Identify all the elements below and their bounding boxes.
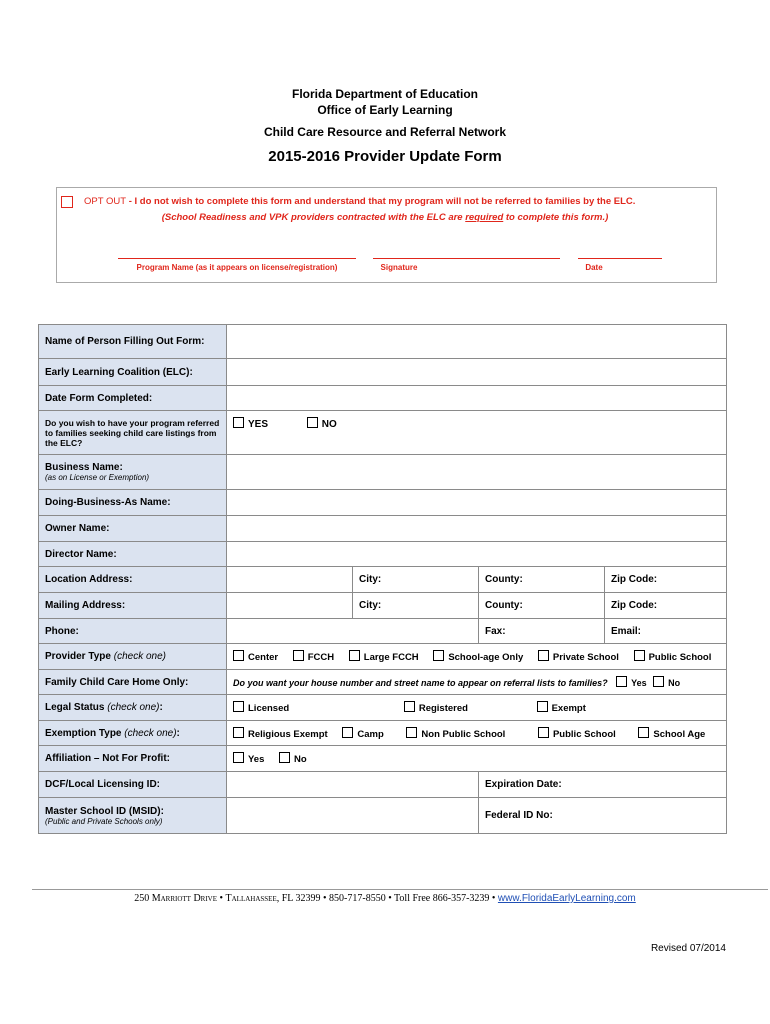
- legal-status-check-one: (check one): [107, 702, 160, 713]
- exempt-public-school-label: Public School: [552, 728, 616, 740]
- label-phone: Phone:: [39, 619, 227, 644]
- wish-referred-yes-label: YES: [248, 419, 269, 430]
- label-provider-type: [39, 644, 227, 670]
- label-legal-status: Legal Status (check one):: [39, 695, 227, 721]
- religious-exempt-label: Religious Exempt: [248, 728, 328, 740]
- legal-status-options: [227, 695, 727, 721]
- provider-type-text: Provider Type: [45, 651, 111, 662]
- mailing-zip-label: Zip Code:: [611, 600, 658, 611]
- federal-id-label: Federal ID No:: [485, 810, 553, 821]
- fax-field[interactable]: [479, 619, 605, 644]
- footer-website-link[interactable]: www.FloridaEarlyLearning.com: [497, 893, 636, 904]
- exemption-school-age[interactable]: [638, 727, 705, 740]
- opt-out-note-pre: (School Readiness and VPK providers contracted with the ELC are: [161, 212, 466, 223]
- exemption-type-check-one: (check one): [124, 727, 177, 739]
- affiliation-yes-checkbox[interactable]: [233, 752, 244, 763]
- provider-type-public-school[interactable]: [634, 650, 712, 663]
- label-msid: [39, 798, 227, 834]
- program-name-label: Program Name (as it appears on license/registration): [136, 263, 338, 272]
- name-person-field[interactable]: [227, 325, 727, 359]
- affiliation-yes-label: Yes: [248, 754, 265, 765]
- footer-address-rest: , FL 32399 • 850-717-8550 • Toll Free 866-357-3239 •: [276, 893, 498, 904]
- label-director: Director Name:: [39, 542, 227, 567]
- camp-label: Camp: [357, 728, 384, 740]
- footer-address-number: 250: [134, 893, 152, 904]
- school-age-label: School Age: [653, 728, 706, 740]
- fcch-label: FCCH: [307, 652, 335, 663]
- exemption-religious[interactable]: [233, 727, 328, 740]
- legal-registered[interactable]: [404, 701, 468, 714]
- provider-type-check-one: (check one): [113, 651, 166, 662]
- fax-label: Fax:: [485, 625, 506, 637]
- private-school-label: Private School: [552, 652, 619, 663]
- location-city-field[interactable]: [353, 567, 479, 593]
- footer-divider: [32, 889, 768, 890]
- date-line[interactable]: [578, 258, 662, 259]
- opt-out-checkbox[interactable]: [61, 196, 73, 208]
- location-county-field[interactable]: [479, 567, 605, 593]
- mailing-county-field[interactable]: [479, 593, 605, 619]
- label-affiliation: Affiliation – Not For Profit:: [39, 746, 227, 772]
- exemption-camp[interactable]: [342, 727, 383, 740]
- religious-exempt-checkbox[interactable]: [233, 727, 244, 738]
- fcch-no-checkbox[interactable]: [653, 676, 664, 687]
- exempt-checkbox[interactable]: [537, 701, 548, 712]
- label-date-completed: Date Form Completed:: [39, 386, 227, 411]
- wish-referred-yes-checkbox[interactable]: [233, 417, 244, 428]
- registered-checkbox[interactable]: [404, 701, 415, 712]
- licensed-label: Licensed: [248, 703, 290, 714]
- provider-type-fcch[interactable]: [293, 650, 334, 663]
- large-fcch-checkbox[interactable]: [349, 650, 360, 661]
- fcch-no-label: No: [668, 678, 681, 688]
- opt-out-note-post: to complete this form.): [503, 212, 609, 223]
- program-name-line[interactable]: [118, 258, 356, 259]
- location-zip-label: Zip Code:: [611, 574, 658, 585]
- business-name-text: Business Name:: [45, 462, 123, 473]
- provider-form-table: [38, 324, 727, 834]
- director-field[interactable]: [227, 542, 727, 567]
- opt-out-note-required: required: [465, 212, 504, 223]
- large-fcch-label: Large FCCH: [363, 652, 419, 663]
- location-zip-field[interactable]: [605, 567, 727, 593]
- dba-field[interactable]: [227, 490, 727, 516]
- wish-referred-yes[interactable]: [233, 417, 268, 430]
- expiration-label: Expiration Date:: [485, 779, 562, 790]
- opt-out-lead: OPT OUT: [84, 196, 127, 207]
- owner-field[interactable]: [227, 516, 727, 542]
- fcch-no[interactable]: [653, 676, 680, 688]
- header-office: Office of Early Learning: [317, 103, 453, 117]
- fcch-question: Do you want your house number and street name to appear on referral lists to families?: [233, 678, 608, 688]
- school-age-only-label: School-age Only: [448, 652, 524, 663]
- business-name-note: (as on License or Exemption): [45, 473, 150, 482]
- exempt-label: Exempt: [551, 703, 586, 714]
- affiliation-no-label: No: [294, 754, 307, 765]
- dcf-field[interactable]: [227, 772, 479, 798]
- exemption-non-public-school[interactable]: [406, 727, 505, 740]
- exemption-public-school[interactable]: [538, 727, 616, 740]
- label-dba: Doing-Business-As Name:: [39, 490, 227, 516]
- label-elc: Early Learning Coalition (ELC):: [39, 359, 227, 386]
- opt-out-note: [0, 212, 770, 223]
- footer-address-street: Marriott Drive: [151, 893, 217, 904]
- exemption-type-text: Exemption Type: [45, 727, 122, 739]
- legal-exempt[interactable]: [537, 701, 586, 714]
- camp-checkbox[interactable]: [342, 727, 353, 738]
- footer-address-city: Tallahassee: [225, 893, 277, 904]
- wish-referred-options: [227, 411, 727, 455]
- fcch-yes-label: Yes: [631, 678, 647, 688]
- msid-field[interactable]: [227, 798, 479, 834]
- label-dcf: DCF/Local Licensing ID:: [39, 772, 227, 798]
- licensed-checkbox[interactable]: [233, 701, 244, 712]
- provider-type-large-fcch[interactable]: [349, 650, 419, 663]
- provider-type-school-age-only[interactable]: [433, 650, 523, 663]
- label-wish-referred: Do you wish to have your program referred to families seeking child care listings from the ELC?: [39, 411, 227, 455]
- public-school-label: Public School: [648, 652, 712, 663]
- wish-referred-no[interactable]: [307, 417, 337, 430]
- email-label: Email:: [611, 625, 642, 637]
- private-school-checkbox[interactable]: [538, 650, 549, 661]
- affiliation-no-checkbox[interactable]: [279, 752, 290, 763]
- affiliation-yes[interactable]: [233, 752, 264, 765]
- location-city-label: City:: [359, 574, 382, 585]
- non-public-school-label: Non Public School: [421, 728, 506, 740]
- date-completed-field[interactable]: [227, 386, 727, 411]
- fcch-yes[interactable]: [616, 676, 647, 688]
- opt-out-statement: [84, 196, 635, 207]
- footer-address: 250 Marriott Drive • Tallahassee, FL 32399 • 850-717-8550 • Toll Free 866-357-3239 • www.FloridaEarlyLearning.com: [134, 893, 636, 904]
- label-name-person: Name of Person Filling Out Form:: [39, 325, 227, 359]
- header-agency: Florida Department of Education: [291, 87, 478, 101]
- public-school-checkbox[interactable]: [634, 650, 645, 661]
- legal-status-text: Legal Status: [45, 702, 105, 713]
- school-age-only-checkbox[interactable]: [433, 650, 444, 661]
- legal-licensed[interactable]: [233, 701, 289, 714]
- page-title: 2015-2016 Provider Update Form: [268, 148, 502, 165]
- label-fcch-only: Family Child Care Home Only:: [39, 670, 227, 695]
- signature-line[interactable]: [373, 258, 560, 259]
- center-label: Center: [248, 652, 279, 663]
- location-county-label: County:: [485, 574, 523, 585]
- date-label: Date: [585, 263, 603, 272]
- fcch-yes-checkbox[interactable]: [616, 676, 627, 687]
- non-public-school-checkbox[interactable]: [406, 727, 417, 738]
- msid-note: (Public and Private Schools only): [45, 816, 163, 826]
- email-field[interactable]: [605, 619, 727, 644]
- exemption-type-options: [227, 721, 727, 746]
- center-checkbox[interactable]: [233, 650, 244, 661]
- affiliation-no[interactable]: [279, 752, 307, 765]
- elc-field[interactable]: [227, 359, 727, 386]
- signature-label: Signature: [380, 263, 418, 272]
- header-network: Child Care Resource and Referral Network: [263, 125, 507, 139]
- federal-id-field[interactable]: [479, 798, 727, 834]
- provider-type-private-school[interactable]: [538, 650, 619, 663]
- mailing-address-field[interactable]: [227, 593, 353, 619]
- exempt-public-school-checkbox[interactable]: [538, 727, 549, 738]
- fcch-question-cell: [227, 670, 727, 695]
- expiration-field[interactable]: [479, 772, 727, 798]
- revised-date: Revised 07/2014: [650, 943, 726, 954]
- business-name-field[interactable]: [227, 455, 727, 490]
- label-mailing-address: Mailing Address:: [39, 593, 227, 619]
- provider-type-center[interactable]: [233, 650, 278, 663]
- msid-text: Master School ID (MSID):: [45, 805, 164, 817]
- provider-type-options: [227, 644, 727, 670]
- mailing-city-field[interactable]: [353, 593, 479, 619]
- label-exemption-type: Exemption Type (check one):: [39, 721, 227, 746]
- mailing-zip-field[interactable]: [605, 593, 727, 619]
- location-address-field[interactable]: [227, 567, 353, 593]
- mailing-city-label: City:: [359, 600, 382, 611]
- opt-out-text: - I do not wish to complete this form and understand that my program will not be referred to families by the ELC.: [126, 196, 636, 207]
- label-owner: Owner Name:: [39, 516, 227, 542]
- phone-field[interactable]: [227, 619, 479, 644]
- affiliation-options: [227, 746, 727, 772]
- wish-referred-no-checkbox[interactable]: [307, 417, 318, 428]
- mailing-county-label: County:: [485, 600, 523, 611]
- school-age-checkbox[interactable]: [638, 727, 649, 738]
- registered-label: Registered: [418, 703, 468, 714]
- label-location-address: Location Address:: [39, 567, 227, 593]
- label-business-name: [39, 455, 227, 490]
- fcch-checkbox[interactable]: [293, 650, 304, 661]
- wish-referred-no-label: NO: [321, 419, 337, 430]
